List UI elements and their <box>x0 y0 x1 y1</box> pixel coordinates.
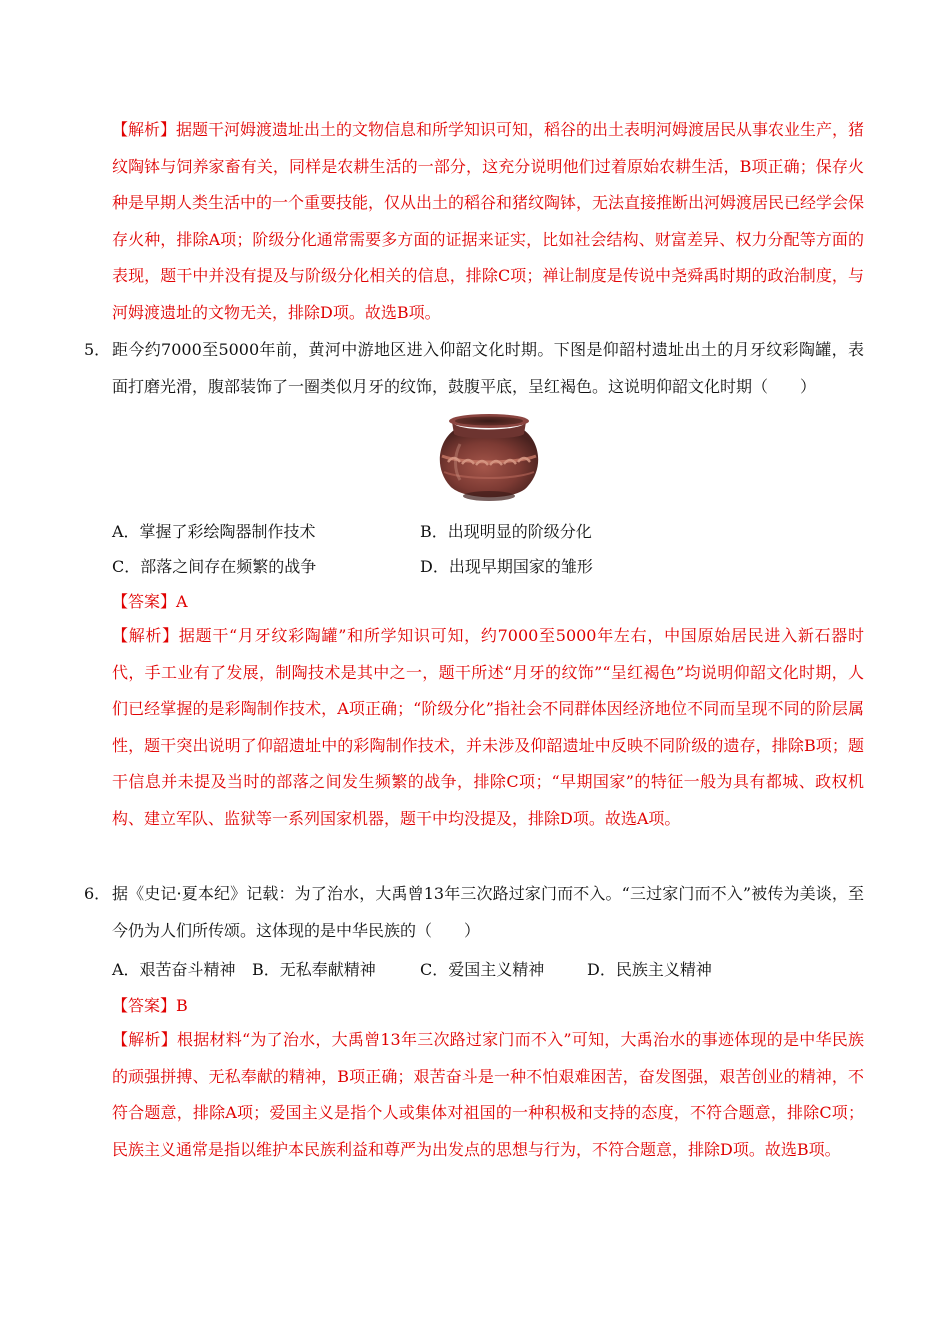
q6-analysis: 【解析】根据材料“为了治水，大禹曾13年三次路过家门而不入”可知，大禹治水的事迹体现的是中华民族的顽强拼搏、无私奉献的精神，B项正确；艰苦奋斗是一种不怕艰难困苦，奋发图强，艰苦创业的精神，不符合题意，排除A项；爱国主义是指个人或集体对祖国的一种积极和支持的态度，不符合题意，排除C项；民族主义通常是指以维护本民族利益和尊严为出发点的思想与行为，不符合题意，排除D项。故选B项。 <box>112 1030 864 1159</box>
painted-pottery-jar-image <box>432 412 546 508</box>
q6-number: 6． <box>84 884 111 903</box>
q5-stem: 距今约7000至5000年前，黄河中游地区进入仰韶文化时期。下图是仰韶村遗址出土的月牙纹彩陶罐，表面打磨光滑，腹部装饰了一圈类似月牙的纹饰，鼓腹平底，呈红褐色。这说明仰韶文化时期（ ） <box>112 340 864 396</box>
q5-option-b: B．出现明显的阶级分化 <box>420 522 592 541</box>
q5-answer: 【答案】A <box>112 592 188 611</box>
q5-analysis: 【解析】据题干“月牙纹彩陶罐”和所学知识可知，约7000至5000年左右，中国原始居民进入新石器时代，手工业有了发展，制陶技术是其中之一，题干所述“月牙的纹饰”“呈红褐色”均说明仰韶文化时期，人们已经掌握的是彩陶制作技术，A项正确；“阶级分化”指社会不同群体因经济地位不同而呈现不同的阶层属性，题干突出说明了仰韶遗址中的彩陶制作技术，并未涉及仰韶遗址中反映不同阶级的遗存，排除B项；题干信息并未提及当时的部落之间发生频繁的战争，排除C项；“早期国家”的特征一般为具有都城、政权机构、建立军队、监狱等一系列国家机器，题干中均没提及，排除D项。故选A项。 <box>112 626 864 828</box>
q6-option-b: B．无私奉献精神 <box>252 960 376 979</box>
q6-option-c: C．爱国主义精神 <box>420 960 545 979</box>
q4-analysis: 【解析】据题干河姆渡遗址出土的文物信息和所学知识可知，稻谷的出土表明河姆渡居民从事农业生产，猪纹陶钵与饲养家畜有关，同样是农耕生活的一部分，这充分说明他们过着原始农耕生活，B项正确；保存火种是早期人类生活中的一个重要技能，仅从出土的稻谷和猪纹陶钵，无法直接推断出河姆渡居民已经学会保存火种，排除A项；阶级分化通常需要多方面的证据来证实，比如社会结构、财富差异、权力分配等方面的表现，题干中并没有提及与阶级分化相关的信息，排除C项；禅让制度是传说中尧舜禹时期的政治制度，与河姆渡遗址的文物无关，排除D项。故选B项。 <box>112 120 865 322</box>
q6-option-a: A．艰苦奋斗精神 <box>112 960 236 979</box>
pottery-jar-illustration <box>432 412 546 508</box>
q5-option-d: D．出现早期国家的雏形 <box>420 557 593 576</box>
q5-option-c: C．部落之间存在频繁的战争 <box>112 557 317 576</box>
q6-option-d: D．民族主义精神 <box>587 960 712 979</box>
q6-answer: 【答案】B <box>112 996 188 1015</box>
q5-option-a: A．掌握了彩绘陶器制作技术 <box>112 522 316 541</box>
q5-number: 5． <box>84 340 111 359</box>
q6-stem: 据《史记·夏本纪》记载：为了治水，大禹曾13年三次路过家门而不入。“三过家门而不入”被传为美谈，至今仍为人们所传颂。这体现的是中华民族的（ ） <box>112 884 864 940</box>
